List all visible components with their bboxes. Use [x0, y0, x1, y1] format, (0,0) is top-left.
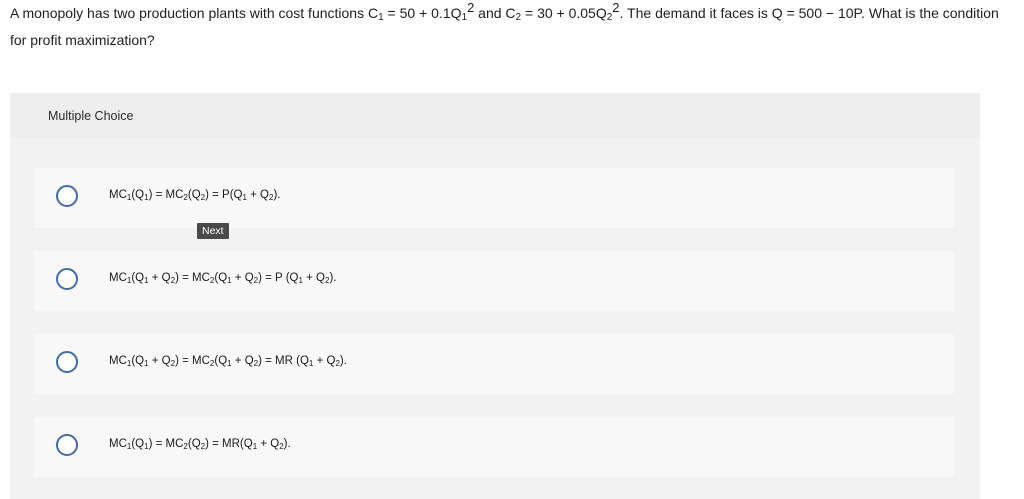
- formula-subscript: 1: [144, 442, 149, 451]
- formula-subscript: 1: [144, 276, 149, 285]
- question-text-part: and C: [474, 5, 516, 21]
- formula-text: ) = MC: [148, 189, 184, 201]
- question-subscript: 2: [515, 12, 522, 23]
- formula-text: ).: [273, 189, 281, 201]
- formula-text: MC: [109, 189, 127, 201]
- formula-text: ) = P(Q: [205, 189, 243, 201]
- formula-text: ).: [329, 272, 337, 284]
- formula-subscript: 1: [298, 276, 303, 285]
- choice-option-text: [109, 355, 347, 368]
- formula-subscript: 1: [126, 276, 132, 285]
- formula-text: (Q: [131, 189, 145, 201]
- formula-text: + Q: [148, 355, 171, 367]
- formula-text: (Q: [187, 438, 201, 450]
- formula-subscript: 2: [253, 359, 259, 368]
- formula-text: ) = MC: [175, 272, 210, 284]
- formula-subscript: 2: [170, 276, 176, 285]
- formula-subscript: 1: [308, 359, 314, 368]
- formula-text: + Q: [246, 189, 269, 201]
- formula-subscript: 2: [209, 276, 215, 285]
- formula-text: ) = MR(Q: [205, 438, 253, 450]
- question-text-part: A monopoly has two production plants with cost functions C: [10, 5, 379, 21]
- formula-subscript: 2: [269, 193, 274, 202]
- formula-subscript: 2: [253, 276, 259, 285]
- choice-option-3[interactable]: [34, 334, 954, 394]
- formula-text: ) = P (Q: [258, 272, 299, 284]
- radio-button-1[interactable]: [56, 185, 78, 207]
- formula-text: ) = MC: [175, 355, 210, 367]
- formula-subscript: 1: [144, 193, 149, 202]
- question-subscript: 1: [461, 12, 468, 23]
- formula-subscript: 1: [126, 359, 132, 368]
- formula-subscript: 1: [227, 276, 232, 285]
- question-text-part: = 30 + 0.05Q: [521, 5, 607, 21]
- question-text-part: . The demand it faces is Q = 500 − 10P. What is the condition for profit maximization?: [10, 5, 999, 48]
- formula-text: (Q: [214, 355, 228, 367]
- choice-option-4[interactable]: [34, 417, 954, 477]
- formula-subscript: 1: [126, 193, 132, 202]
- formula-subscript: 1: [126, 442, 132, 451]
- formula-subscript: 1: [227, 359, 232, 368]
- formula-subscript: 2: [209, 359, 215, 368]
- formula-text: + Q: [313, 355, 336, 367]
- choice-option-text: [109, 438, 291, 451]
- formula-subscript: 1: [144, 359, 149, 368]
- formula-text: (Q: [131, 438, 145, 450]
- formula-subscript: 2: [325, 276, 330, 285]
- choice-option-text: [109, 272, 337, 285]
- multiple-choice-panel: [10, 93, 980, 499]
- formula-subscript: 2: [183, 442, 188, 451]
- next-tooltip[interactable]: Next: [197, 223, 229, 239]
- question-subscript: 2: [606, 12, 613, 23]
- question-exponent: 2: [612, 0, 620, 15]
- radio-button-3[interactable]: [56, 351, 78, 373]
- formula-text: (Q: [187, 189, 201, 201]
- formula-text: + Q: [148, 272, 171, 284]
- panel-header: [10, 93, 980, 138]
- formula-text: ) = MC: [148, 438, 184, 450]
- formula-text: + Q: [257, 438, 280, 450]
- choice-option-2[interactable]: [34, 251, 954, 311]
- formula-subscript: 1: [242, 193, 247, 202]
- question-subscript: 1: [378, 12, 384, 23]
- multiple-choice-label: Multiple Choice: [48, 109, 134, 123]
- formula-text: (Q: [214, 272, 228, 284]
- formula-subscript: 1: [252, 442, 258, 451]
- formula-text: (Q: [131, 355, 145, 367]
- formula-text: + Q: [302, 272, 326, 284]
- radio-button-2[interactable]: [56, 268, 78, 290]
- formula-subscript: 2: [279, 442, 284, 451]
- formula-text: ).: [283, 438, 291, 450]
- formula-subscript: 2: [200, 442, 206, 451]
- choice-option-text: [109, 189, 280, 202]
- formula-text: + Q: [231, 272, 254, 284]
- formula-text: ) = MR (Q: [258, 355, 309, 367]
- formula-text: + Q: [231, 355, 254, 367]
- formula-subscript: 2: [335, 359, 340, 368]
- formula-text: MC: [109, 272, 127, 284]
- formula-subscript: 2: [183, 193, 188, 202]
- formula-text: MC: [109, 438, 127, 450]
- formula-text: (Q: [131, 272, 145, 284]
- radio-button-4[interactable]: [56, 434, 78, 456]
- question-text: [10, 2, 1000, 51]
- question-text-part: = 50 + 0.1Q: [383, 5, 462, 21]
- choice-option-1[interactable]: [34, 168, 954, 228]
- question-exponent: 2: [467, 0, 475, 15]
- formula-subscript: 2: [200, 193, 206, 202]
- formula-subscript: 2: [170, 359, 176, 368]
- formula-text: ).: [339, 355, 347, 367]
- formula-text: MC: [109, 355, 127, 367]
